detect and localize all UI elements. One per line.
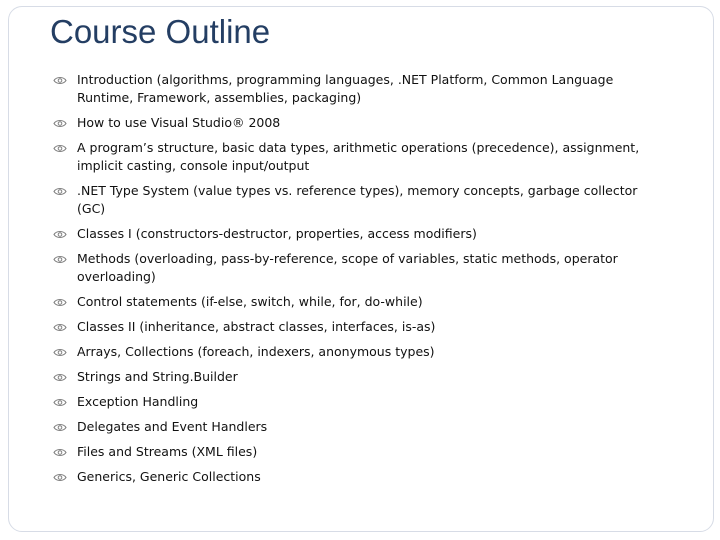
- list-item-text: Introduction (algorithms, programming languages, .NET Platform, Common Language Runtime, Framework, assemblies, packaging): [77, 72, 614, 105]
- eye-swirl-bullet-icon: [53, 255, 67, 264]
- list-item: [50, 114, 665, 132]
- list-item-text: Classes I (constructors-destructor, properties, access modifiers): [77, 226, 477, 241]
- list-item-text: Strings and String.Builder: [77, 369, 238, 384]
- list-item-text: .NET Type System (value types vs. reference types), memory concepts, garbage collector (GC): [77, 183, 638, 216]
- list-item: [50, 293, 665, 311]
- list-item: [50, 318, 665, 336]
- slide-title: Course Outline: [50, 13, 271, 50]
- list-item-text: Methods (overloading, pass-by-reference, scope of variables, static methods, operator overloading): [77, 251, 618, 284]
- list-item-text: A program’s structure, basic data types, arithmetic operations (precedence), assignment, implicit casting, console input/output: [77, 140, 640, 173]
- list-item-text: How to use Visual Studio® 2008: [77, 115, 281, 130]
- list-item: [50, 393, 665, 411]
- list-item: [50, 443, 665, 461]
- list-item-text: Exception Handling: [77, 394, 199, 409]
- eye-swirl-bullet-icon: [53, 323, 67, 332]
- eye-swirl-bullet-icon: [53, 298, 67, 307]
- eye-swirl-bullet-icon: [53, 230, 67, 239]
- list-item: [50, 418, 665, 436]
- eye-swirl-bullet-icon: [53, 119, 67, 128]
- list-item-text: Generics, Generic Collections: [77, 469, 261, 484]
- list-item: [50, 139, 665, 175]
- eye-swirl-bullet-icon: [53, 473, 67, 482]
- list-item: [50, 225, 665, 243]
- eye-swirl-bullet-icon: [53, 423, 67, 432]
- list-item: [50, 468, 665, 486]
- list-item: [50, 343, 665, 361]
- list-item-text: Delegates and Event Handlers: [77, 419, 268, 434]
- eye-swirl-bullet-icon: [53, 398, 67, 407]
- list-item-text: Control statements (if-else, switch, while, for, do-while): [77, 294, 423, 309]
- eye-swirl-bullet-icon: [53, 373, 67, 382]
- eye-swirl-bullet-icon: [53, 187, 67, 196]
- course-outline-list: [50, 71, 665, 493]
- eye-swirl-bullet-icon: [53, 144, 67, 153]
- list-item: [50, 250, 665, 286]
- eye-swirl-bullet-icon: [53, 76, 67, 85]
- list-item-text: Classes II (inheritance, abstract classes, interfaces, is-as): [77, 319, 436, 334]
- list-item: [50, 182, 665, 218]
- eye-swirl-bullet-icon: [53, 348, 67, 357]
- list-item-text: Arrays, Collections (foreach, indexers, anonymous types): [77, 344, 435, 359]
- list-item-text: Files and Streams (XML files): [77, 444, 258, 459]
- list-item: [50, 368, 665, 386]
- eye-swirl-bullet-icon: [53, 448, 67, 457]
- list-item: [50, 71, 665, 107]
